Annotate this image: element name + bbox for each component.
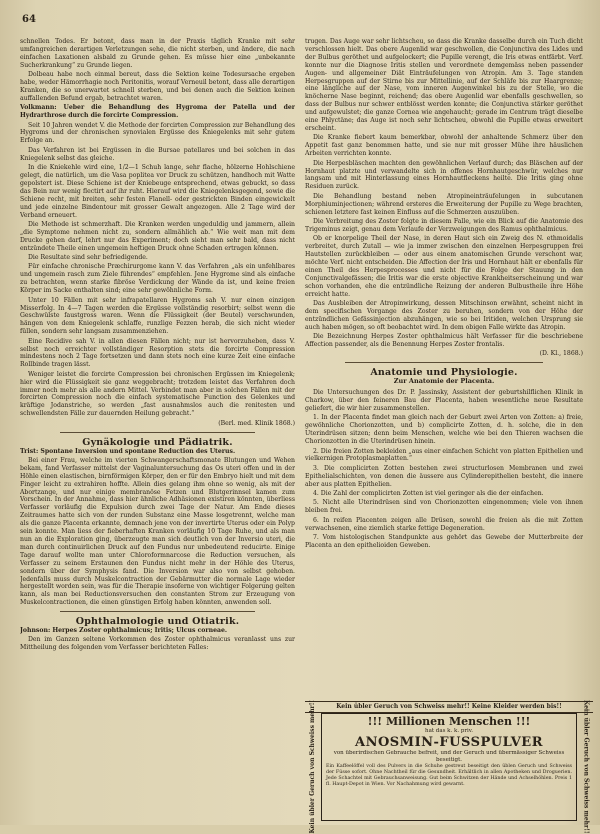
paragraph: Die Resultate sind sehr befriedigende. <box>28 254 148 262</box>
advertisement <box>321 713 577 821</box>
paragraph: 7. Vom histologischen Standpunkte aus gehört das Gewebe der Mutterbreite der Placenta an den epithelioiden Geweben. <box>305 534 583 549</box>
section-subtitle: Zur Anatomie der Placenta. <box>393 377 495 386</box>
ad-side-text-left: Kein übler Geruch von Schweiss mehr!! <box>308 700 316 834</box>
ad-subline: hat das k. k. priv. <box>425 728 473 734</box>
paragraph: Bei einer Frau, welche im vierten Schwangerschaftsmonate Blutungen und Wehen bekam, fand Verfasser mittelst der Vaginaluntersuchung das Os uteri offen und in der Höhle einen elastischen, birnförmigen Körper, den er für den Embryo hielt und mit dem Finger leicht zu extrahiren hoffte. Allein dies gelang ihm ohne so wenig, als mit der Abortzange, und nur einige membranöse Fetzen und Blutgerinnsel kamen zum Vorschein. In der Annahme, dass hier ähnliche Adhäsionen existiren könnten, überliess Verfasser vorläufig die Expulsion durch zwei Tage der Natur. Am Ende dieses Zeitraumes hatte sich von der runden Substanz eine Masse losgetrennt, welche man als die ganze Placenta erkannte, demnach jene von der invertirte Uterus oder ein Polyp sein konnte. Man liess der fieberhaften Kranken vorläufig 10 Tage Ruhe, und als man nun an die Exploration ging, überzeugte man sich deutlich von der Inversio uteri, die man durch continuirlichen Druck auf den Fundus nur unbedeutend reducirte. Einige Tage darauf wollte man unter Chloroformnarcose die Reduction versuchen, als Verfasser zu seinem Erstaunen den Fundus nicht mehr in der Höhle des Uterus, sondern über der Symphysis fand. Die Inversion war also von selbst gehoben. Jedenfalls muss durch Muskelcontraction der Gebärmutter die normale Lage wieder hergestellt worden sein, was für die Therapie insoferne von wichtiger Folgerung gelten kann, als man bei Reductionsversuchen den constanten Strom zur Erzeugung von Muskelcontractionen, die einen günstigen Erfolg haben könnten, anwenden soll. <box>20 456 295 607</box>
article-heading: Johnson: Herpes Zoster ophthalmicus; Iritis; Ulcus corneae. <box>20 627 228 635</box>
paragraph: trugen. Das Auge war sehr lichtscheu, so dass die Kranke dasselbe durch ein Tuch dicht verschlossen hielt. Das obere Augenlid war geschwollen, die Conjunctiva des Lides und der Bulbus geröthet und aufgelockert; die Pupille verengt, die Iris etwas entfärbt. Verf. konnte nur die Diagnose Iritis stellen und verordnete demgemäss neben passender Augen- und allgemeiner Diät Einträufelungen von Atropin. Am 3. Tage standen Herpesgruppen auf der Stirne bis zur Mittellinie, auf der Schläfe bis zur Haargrenze; eine längliche auf der Nase, vom inneren Augenwinkel bis zu der Stelle, wo die knöcherne Nase beginnt, reichend; das obere Augenlid war ebenfalls geschwellen, so dass der Bulbus nur schwer entblösst werden konnte; die Conjunctiva stärker geröthet und aufgewulstet; die ganze Cornea wie angehaucht; gerade im Centrum trägt dieselbe eine Phlyctäne; das Auge ist noch sehr lichtscheu, obwohl die Pupille etwas erweitert erscheint. <box>305 38 583 132</box>
paragraph: Für einfache chronische Præchirurgome kann V. das Verfahren „als ein unfehlbares und ungemein rasch zum Ziele führendes“ empfehlen. Jene Hygrome sind als einfache zu betrachten, wenn starke fibröse Verdickung der Wände da ist, und keine freien Körper im Sacke enthalten sind; eine sehr gewöhnliche Form. <box>20 263 295 295</box>
citation: (D. Kl., 1868.) <box>539 350 583 358</box>
left-column <box>20 38 295 823</box>
ad-tagline: von überirdischen Gebrauche befreit, und der Geruch und übermässiger Schweiss beseitigt. <box>333 750 565 763</box>
ad-side-text-right: Kein übler Geruch von Schweiss mehr!! <box>582 700 590 834</box>
paragraph: Die Kranke fiebert kaum bemerkbar, obwohl der anhaltende Schmerz über den Appetit fast ganz benommen hatte, und sie nur mit grosser Mühe ihre häuslichen Arbeiten verrichten konnte. <box>305 134 583 158</box>
section-title: Gynäkologie und Pädiatrik. <box>82 436 233 448</box>
paragraph: 6. In reifen Placenten zeigen alle Drüsen, sowohl die freien als die mit Zotten verwachsenen, eine ziemlich starke fettige Degeneration. <box>305 516 583 532</box>
paragraph: Dolbeau habe noch einmal bereut, dass die Sektion keine Todesursache ergeben habe, weder Hämorrhagie noch Peritonitis, worauf Verneuil betont, dass alle derartigen Kranken, die so unerwartet schnell sterben, und bei denen auch die Sektion keinen auffallenden Befund ergab, betrachtet waren. <box>20 71 295 102</box>
paragraph: 4. Die Zahl der complicirten Zotten ist viel geringer als die der einfachen. <box>313 490 544 498</box>
ad-body: Ein Kaffeelöffel voll des Pulvers in die Schuhe gestreut beseitigt den üblen Geruch und Schweiss der Füsse sofort. Ohne Nachtheil für die Gesundheit. Erhältlich in allen Apotheken und Droguerien. Jede Schachtel mit Gebrauchsanweisung. Gut beim Schwitzen der Hände und Achselhöhlen. Preis 1 fl. Haupt-Depot in Wien. Vor Nachahmung wird gewarnt. <box>326 764 572 788</box>
paragraph: Ob er knorpelige Theil der Nase, in deren Haut sich ein Zweig des N. ethmoidalis verbreitet, durch Zutall — wie ja immer zwischen den einzelnen Herpesgruppen frei Hautstellen zurückbleiben — oder aus einem anatomischen Grunde verschont war, möchte Verf. nicht entscheiden. Die Affection der Iris und Hornhaut hält er ebenfalls für einen Theil des Herpesprocesses und nicht für die Folge der Stauung in den Conjunctivalgefässen; die Iritis war die erste objective Krankheitserscheinung und war schon vorhanden, ehe die entzündliche Reizung der anderen Bulbustheile ihre Höhe erreicht hatte. <box>305 235 583 298</box>
paragraph: Das Ausbleiben der Atropinwirkung, dessen Mitschinson erwähnt, scheint nicht in dem specifischen Vorgange des Zoster zu beruhen, sondern von der Höhe der entzündlichen Gefässinjection abzuhängen, wie so bei Iritiden, welchen Ursprung sie auch haben mögen, so oft beobachtet wird. In dem obigen Falle wirkte das Atropin. <box>305 300 583 331</box>
ad-product-name: ANOSMIN-FUSSPULVER <box>355 735 543 750</box>
intro-paragraph: schnellen Todes. Er betont, dass man in der Praxis täglich Kranke mit sehr umfangreichen derartigen Verletzungen sehe, die nicht sterben, und ändere, die nach einfachen Laxationen alsbald zu Grunde gehen. Es müsse hier eine „unbekannte Sucherkrankung“ zu Grunde liegen. <box>20 38 295 69</box>
paragraph: Die Herpesbläschen machten den gewöhnlichen Verlauf durch; das Bläschen auf der Hornhaut platzte und verwandelte sich in offenes Hornhautgeschwür, welches nur langsam und mit Hinterlassung eines Hornhautfleckens heilte. Die Iritis ging ohne Residuen zurück. <box>305 159 583 191</box>
paragraph: Seit 10 Jahren wendet V. die Methode der forcirten Compression zur Behandlung des Hygroms und der chronischen synovialen Ergüsse des Kniegelenks mit sehr gutem Erfolge an. <box>20 121 295 145</box>
divider <box>60 611 255 612</box>
page-number: 64 <box>22 14 36 25</box>
paragraph: Das Verfahren ist bei Ergüssen in die Bursae patellares und bei solchen in das Kniegelenk selbst das gleiche. <box>20 146 295 162</box>
paragraph: Unter 10 Fällen mit sehr infrapatellaren Hygroms sah V. nur einen einzigen Misserfolg. In 4—7 Tagen werden die Ergüsse vollständig resorbirt; selbst wenn die Geschwülste faustgross waren. Wenn die Flüssigkeit (der Beutel) verschwunden, hängen von dem Kniegelenk schlaffe, runzlige Fezzen herab, die sich nicht wieder füllen, sondern sehr langsam zusammenziehen. <box>20 296 295 336</box>
paragraph: 5. Nicht alle Uterindrüsen sind von Chorionzotten eingenommen; viele von ihnen bleiben frei. <box>305 499 583 515</box>
ad-headline: !!! Millionen Menschen !!! <box>367 715 531 728</box>
paragraph: Weniger leistet die forcirte Compression bei chronischen Ergüssen im Kniegelenk; hier wird die Flüssigkeit sie ganz weggebracht; trotzdem leistet das Verfahren doch immer noch mehr als alle andern Mittel. Verbindet man aber in solchen Fällen mit der forcirten Compression noch die einfach systematische Function des Gelenkes und kräftige Jodanstriche, so werden „fast ausnahmslos auch die renitesten und schwellendsten Fälle zur dauernden Heilung gebracht.“ <box>20 370 295 418</box>
divider <box>60 432 255 433</box>
ad-banner: Kein übler Geruch von Schweiss mehr!! Keine Kleider werden bis!! <box>305 701 593 713</box>
paragraph: Die Methode ist schmerzhaft. Die Kranken werden ungeduldig und jammern, allein „die Symptome nehmen nicht zu, sondern allmählich ab.“ Wie weit man mit dem Drucke gehen darf, lehrt nur das Experiment; doch sieht man sehr bald, dass nicht entzündete Theile einen ungemein heftigen Druck ohne Schaden ertragen können. <box>20 220 295 252</box>
paragraph: Den im Ganzen seltene Vorkommen des Zoster ophthalmicus veranlasst uns zur Mittheilung des folgenden vom Verfasser berichteten Falles: <box>20 636 295 652</box>
paragraph: Die Verbreitung des Zoster folgte in diesem Falle, wie ein Blick auf die Anatomie des Trigeminus zeigt, genau dem Verlaufe der Verzweigungen des Ramus ophthalmicus. <box>305 217 583 233</box>
paragraph: Eine Recidive sah V. in allen diesen Fällen nicht; nur ist hervorzuheben, dass V. selbst noch erreichter vollständiger Resorption stets die forcirte Compression mindestens noch 2 Tage fortsetzen und dann stets noch eine kurze Zeit eine einfache Rollbinde tragen lässt. <box>20 337 295 369</box>
divider <box>345 362 543 363</box>
paragraph: 1. In der Placenta findet man gleich nach der Geburt zwei Arten von Zotten: a) freie, gewöhnliche Chorionzotten, und b) complicirte Zotten, d. h. solche, die in den Uterindrüsen sitzen; denn beim Menschen, welche wie bei den Thieren wachsen die Chorionzotten in die Uterindrüsen hinein. <box>305 414 583 446</box>
paragraph: 3. Die complicirten Zotten bestehen zwei structurlosen Membranen und zwei Epithelialschichten, von denen die äussere aus Cylinderepithelien besteht, die innere aber aus platten Epithelien. <box>305 464 583 488</box>
citation: (Berl. med. Klinik 1868.) <box>218 419 295 427</box>
paragraph: Die Behandlung bestand neben Atropineinträufelungen in subcutanen Morphiuminjectionen; während ersteres die Erweiterung der Pupille zu Wege brachten, schienen letztere fast keinen Einfluss auf die Schmerzen auszuüben. <box>305 192 583 216</box>
paragraph: 2. Die freien Zotten bekleiden „aus einer einfachen Schicht von platten Epithelien und vielkernigen Protoplasmaplatten.“ <box>305 447 583 463</box>
section-title: Ophthalmologie und Otiatrik. <box>75 616 240 628</box>
paragraph: Die Untersuchungen des Dr. P. Jassinsky, Assistent der geburtshilflichen Klinik in Charkow, über den feineren Bau der Placenta, haben wesentliche neue Resultate geliefert, die wir hier zusammenstellen. <box>305 389 583 412</box>
paragraph: Die Bezeichnung Herpes Zoster ophthalmicus hält Verfasser für die beschriebene Affection passender, als die Benennung Herpes Zoster frontalis. <box>305 333 583 349</box>
article-heading: Trist: Spontane Inversion und spontane Reduction des Uterus. <box>20 447 236 455</box>
paragraph: In die Kniekehle wird eine, 1/2—1 Schuh lange, sehr flache, hölzerne Hohlschiene gelegt, die natürlich, um die Vasa poplitea vor Druck zu schützen, handhoch mit Watte gepolstert ist. Diese Schiene ist der Kniebeuge entsprechend, etwas gebuckt, so dass das Bein nur wenig flectirt auf ihr ruht. Hierauf wird die Kniegelenksgegend, sowie die Schiene recht, mit breiten, sehr festen Flanell- oder gestrickten Binden eingewickelt und jede einzelne Bindentour mit grosser Gewalt angezogen. Alle 2 Tage wird der Verband erneuert. <box>20 164 295 219</box>
article-heading: Volkmann: Ueber die Behandlung des Hygroma der Patella und der Hydrarthrose durch die forcirte Compression. <box>20 104 295 120</box>
section-title: Anatomie und Physiologie. <box>370 367 518 379</box>
